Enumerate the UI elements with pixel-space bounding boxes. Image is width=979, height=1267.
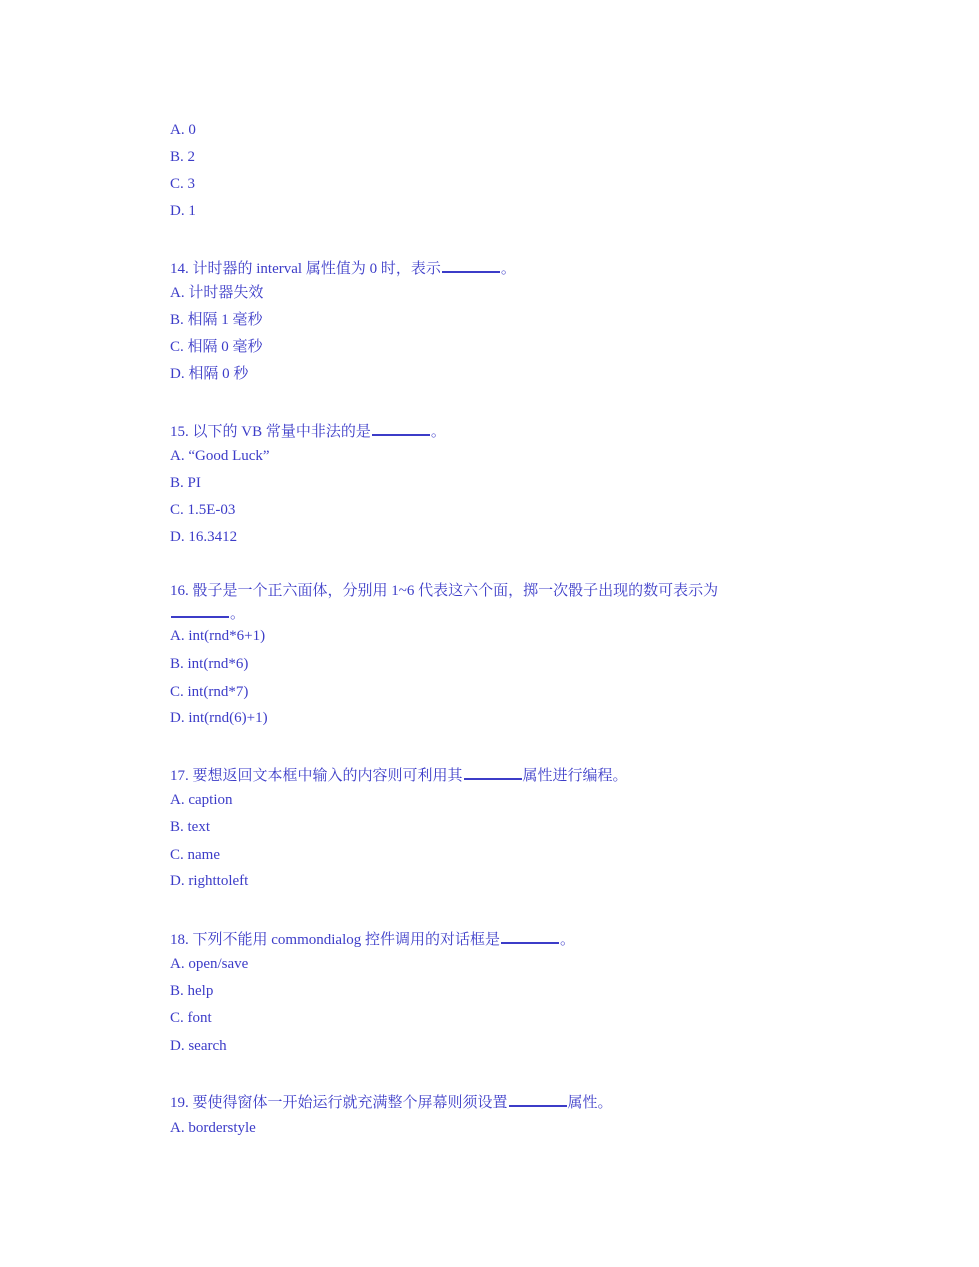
q19-stem-end: 属性。 [567,1095,613,1111]
q19-stem [170,1091,613,1112]
q16-option-a: A. int(rnd*6+1) [170,628,266,644]
q13-option-d: D. 1 [170,203,196,219]
q15-option-d: D. 16.3412 [170,529,238,545]
q17-stem-text: 17. 要想返回文本框中输入的内容则可利用其 [170,768,463,784]
q13-option-c: C. 3 [170,176,196,192]
q15-stem-text: 15. 以下的 VB 常量中非法的是 [170,424,371,440]
q15-stem [170,420,446,441]
q17-option-d: D. righttoleft [170,873,249,889]
q18-answer-blank [501,928,559,944]
q19-answer-blank [509,1091,567,1107]
q16-stem-end: 。 [230,606,246,622]
q17-answer-blank [464,764,522,780]
q18-option-b: B. help [170,983,214,999]
q19-option-a: A. borderstyle [170,1120,256,1136]
q16-answer-blank [171,602,229,618]
q14-option-d: D. 相隔 0 秒 [170,366,249,382]
q14-answer-blank [442,257,500,273]
q15-option-c: C. 1.5E-03 [170,502,236,518]
q15-answer-blank [372,420,430,436]
q17-option-c: C. name [170,847,220,863]
q18-stem [170,928,575,949]
q13-option-b: B. 2 [170,149,196,165]
q16-stem: 16. 骰子是一个正六面体，分别用 1~6 代表这六个面，掷一次骰子出现的数可表示为 [170,583,719,599]
q17-option-b: B. text [170,819,210,835]
q14-stem-end: 。 [500,261,516,277]
q18-option-c: C. font [170,1010,212,1026]
q13-option-a: A. 0 [170,122,196,138]
q15-option-a: A. “Good Luck” [170,448,270,464]
q19-stem-text: 19. 要使得窗体一开始运行就充满整个屏幕则须设置 [170,1095,508,1111]
q16-option-c: C. int(rnd*7) [170,684,249,700]
q14-option-a: A. 计时器失效 [170,285,264,301]
q15-stem-end: 。 [430,424,446,440]
q18-option-d: D. search [170,1038,227,1054]
q16-option-b: B. int(rnd*6) [170,656,249,672]
q16-stem-line2 [170,602,245,623]
q15-option-b: B. PI [170,475,201,491]
q14-stem [170,257,516,278]
q18-stem-text: 18. 下列不能用 commondialog 控件调用的对话框是 [170,932,500,948]
q14-stem-text: 14. 计时器的 interval 属性值为 0 时，表示 [170,261,441,277]
q14-option-c: C. 相隔 0 毫秒 [170,339,263,355]
q18-stem-end: 。 [560,932,576,948]
q17-stem [170,764,628,785]
q17-stem-end: 属性进行编程。 [522,768,628,784]
q14-option-b: B. 相隔 1 毫秒 [170,312,263,328]
q17-option-a: A. caption [170,792,233,808]
q18-option-a: A. open/save [170,956,249,972]
q16-option-d: D. int(rnd(6)+1) [170,710,268,726]
